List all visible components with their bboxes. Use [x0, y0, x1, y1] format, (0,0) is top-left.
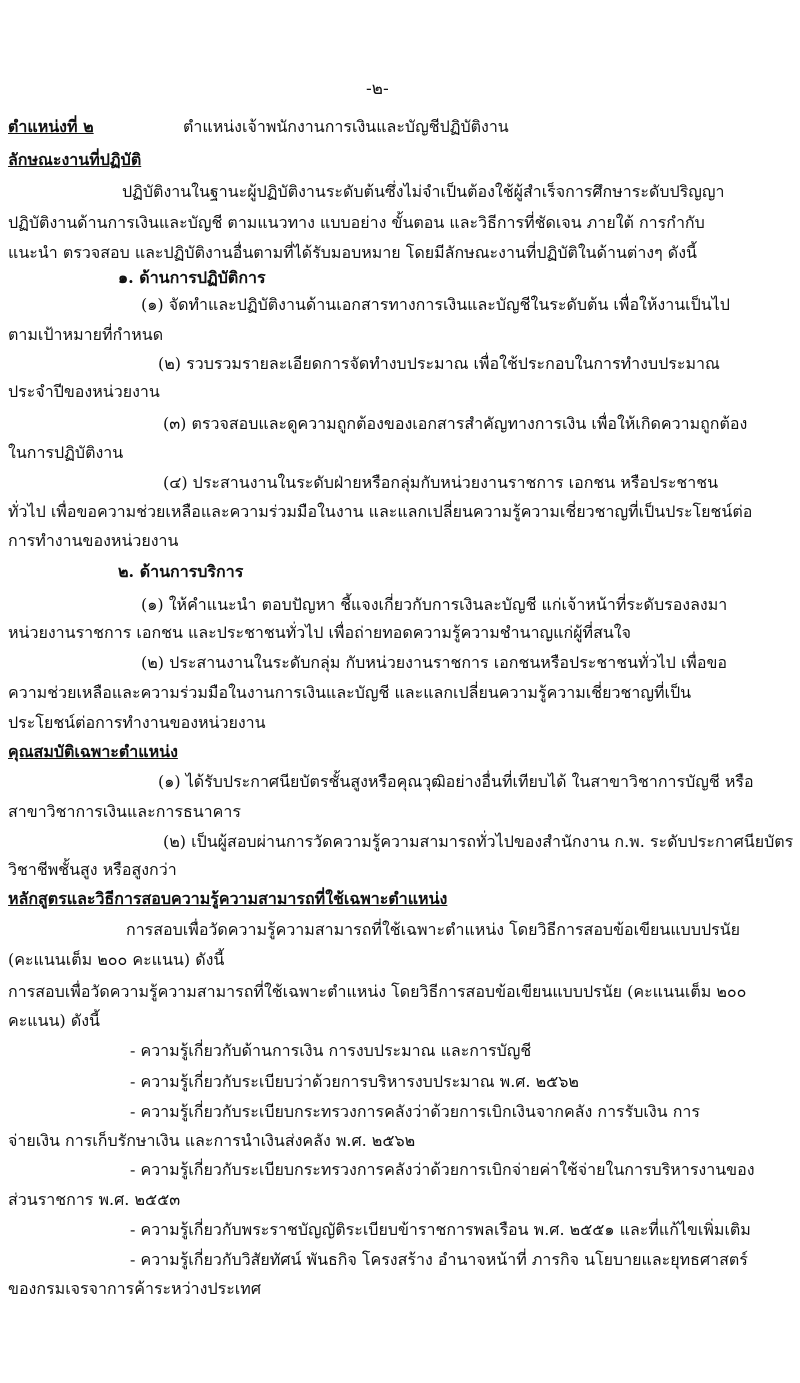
- exam-line: จ่ายเงิน การเก็บรักษาเงิน และการนำเงินส่งคลัง พ.ศ. ๒๕๖๒: [8, 1131, 416, 1150]
- operations-line: การทำงานของหน่วยงาน: [8, 531, 179, 550]
- exam-topic: - ความรู้เกี่ยวกับวิสัยทัศน์ พันธกิจ โครงสร้าง อำนาจหน้าที่ ภารกิจ นโยบายและยุทธศาสตร์: [130, 1250, 748, 1269]
- services-line: (๑) ให้คำแนะนำ ตอบปัญหา ชี้แจงเกี่ยวกับการเงินละบัญชี แก่เจ้าหน้าที่ระดับรองลงมา: [141, 595, 728, 614]
- operations-line: (๔) ประสานงานในระดับฝ่ายหรือกลุ่มกับหน่วยงานราชการ เอกชน หรือประชาชน: [163, 473, 719, 492]
- services-line: (๒) ประสานงานในระดับกลุ่ม กับหน่วยงานราชการ เอกชนหรือประชาชนทั่วไป เพื่อขอ: [141, 653, 727, 672]
- qualifications-line: วิชาชีพชั้นสูง หรือสูงกว่า: [8, 860, 177, 879]
- services-line: ประโยชน์ต่อการทำงานของหน่วยงาน: [8, 713, 266, 732]
- exam-topic: - ความรู้เกี่ยวกับระเบียบกระทรวงการคลังว่าด้วยการเบิกจ่ายค่าใช้จ่ายในการบริหารงานของ: [130, 1160, 755, 1179]
- operations-heading: ๑. ด้านการปฏิบัติการ: [118, 268, 266, 287]
- operations-line: ทั่วไป เพื่อขอความช่วยเหลือและความร่วมมือในงาน และแลกเปลี่ยนความรู้ความเชี่ยวชาญที่เป็นประโยชน์ต่อ: [8, 502, 753, 521]
- duties-heading: ลักษณะงานที่ปฏิบัติ: [8, 150, 142, 169]
- duties-intro-line: แนะนำ ตรวจสอบ และปฏิบัติงานอื่นตามที่ได้รับมอบหมาย โดยมีลักษณะงานที่ปฏิบัติในด้านต่างๆ ดังนี้: [8, 243, 697, 262]
- operations-line: ประจำปีของหน่วยงาน: [8, 382, 160, 401]
- qualifications-line: สาขาวิชาการเงินและการธนาคาร: [8, 802, 241, 821]
- qualifications-line: (๑) ได้รับประกาศนียบัตรชั้นสูงหรือคุณวุฒิอย่างอื่นที่เทียบได้ ในสาขาวิชาการบัญชี หรือ: [158, 772, 754, 791]
- exam-topic: - ความรู้เกี่ยวกับพระราชบัญญัติระเบียบข้าราชการพลเรือน พ.ศ. ๒๕๕๑ และที่แก้ไขเพิ่มเติม: [130, 1220, 751, 1239]
- position-title: ตำแหน่งเจ้าพนักงานการเงินและบัญชีปฏิบัติงาน: [183, 117, 509, 136]
- exam-line: (คะแนนเต็ม ๒๐๐ คะแนน) ดังนี้: [8, 950, 225, 969]
- qualifications-line: (๒) เป็นผู้สอบผ่านการวัดความรู้ความสามารถทั่วไปของสำนักงาน ก.พ. ระดับประกาศนียบัตร: [163, 832, 794, 851]
- exam-line: คะแนน) ดังนี้: [8, 1011, 100, 1030]
- services-line: ความช่วยเหลือและความร่วมมือในงานการเงินและบัญชี และแลกเปลี่ยนความรู้ความเชี่ยวชาญที่เป็น: [8, 683, 692, 702]
- services-heading: ๒. ด้านการบริการ: [118, 562, 244, 581]
- exam-topic: - ความรู้เกี่ยวกับด้านการเงิน การงบประมาณ และการบัญชี: [130, 1041, 532, 1060]
- operations-line: (๑) จัดทำและปฏิบัติงานด้านเอกสารทางการเงินและบัญชีในระดับต้น เพื่อให้งานเป็นไป: [141, 295, 730, 314]
- page-number: -๒-: [366, 79, 389, 99]
- exam-line: ส่วนราชการ พ.ศ. ๒๕๕๓: [8, 1190, 181, 1209]
- services-line: หน่วยงานราชการ เอกชน และประชาชนทั่วไป เพื่อถ่ายทอดความรู้ความชำนาญแก่ผู้ที่สนใจ: [8, 623, 631, 642]
- duties-intro-line: ปฏิบัติงานในฐานะผู้ปฏิบัติงานระดับต้นซึ่งไม่จำเป็นต้องใช้ผู้สำเร็จการศึกษาระดับปริญญา: [122, 182, 725, 201]
- position-label: ตำแหน่งที่ ๒: [8, 117, 94, 136]
- exam-topic: - ความรู้เกี่ยวกับระเบียบกระทรวงการคลังว่าด้วยการเบิกเงินจากคลัง การรับเงิน การ: [130, 1102, 700, 1121]
- qualifications-heading: คุณสมบัติเฉพาะตำแหน่ง: [8, 742, 178, 761]
- exam-line: การสอบเพื่อวัดความรู้ความสามารถที่ใช้เฉพาะตำแหน่ง โดยวิธีการสอบข้อเขียนแบบปรนัย: [126, 920, 741, 939]
- exam-heading: หลักสูตรและวิธีการสอบความรู้ความสามารถที่ใช้เฉพาะตำแหน่ง: [8, 889, 448, 908]
- duties-intro-line: ปฏิบัติงานด้านการเงินและบัญชี ตามแนวทาง แบบอย่าง ขั้นตอน และวิธีการที่ชัดเจน ภายใต้ การกำกับ: [8, 213, 705, 232]
- operations-line: (๓) ตรวจสอบและดูความถูกต้องของเอกสารสำคัญทางการเงิน เพื่อให้เกิดความถูกต้อง: [163, 414, 748, 433]
- operations-line: (๒) รวบรวมรายละเอียดการจัดทำงบประมาณ เพื่อใช้ประกอบในการทำงบประมาณ: [158, 354, 720, 373]
- exam-line: การสอบเพื่อวัดความรู้ความสามารถที่ใช้เฉพาะตำแหน่ง โดยวิธีการสอบข้อเขียนแบบปรนัย (คะแนนเต็ม ๒๐๐: [8, 982, 747, 1001]
- operations-line: ตามเป้าหมายที่กำหนด: [8, 325, 164, 344]
- operations-line: ในการปฏิบัติงาน: [8, 443, 124, 462]
- exam-topic: - ความรู้เกี่ยวกับระเบียบว่าด้วยการบริหารงบประมาณ พ.ศ. ๒๕๖๒: [130, 1072, 579, 1091]
- exam-line: ของกรมเจรจาการค้าระหว่างประเทศ: [8, 1279, 261, 1298]
